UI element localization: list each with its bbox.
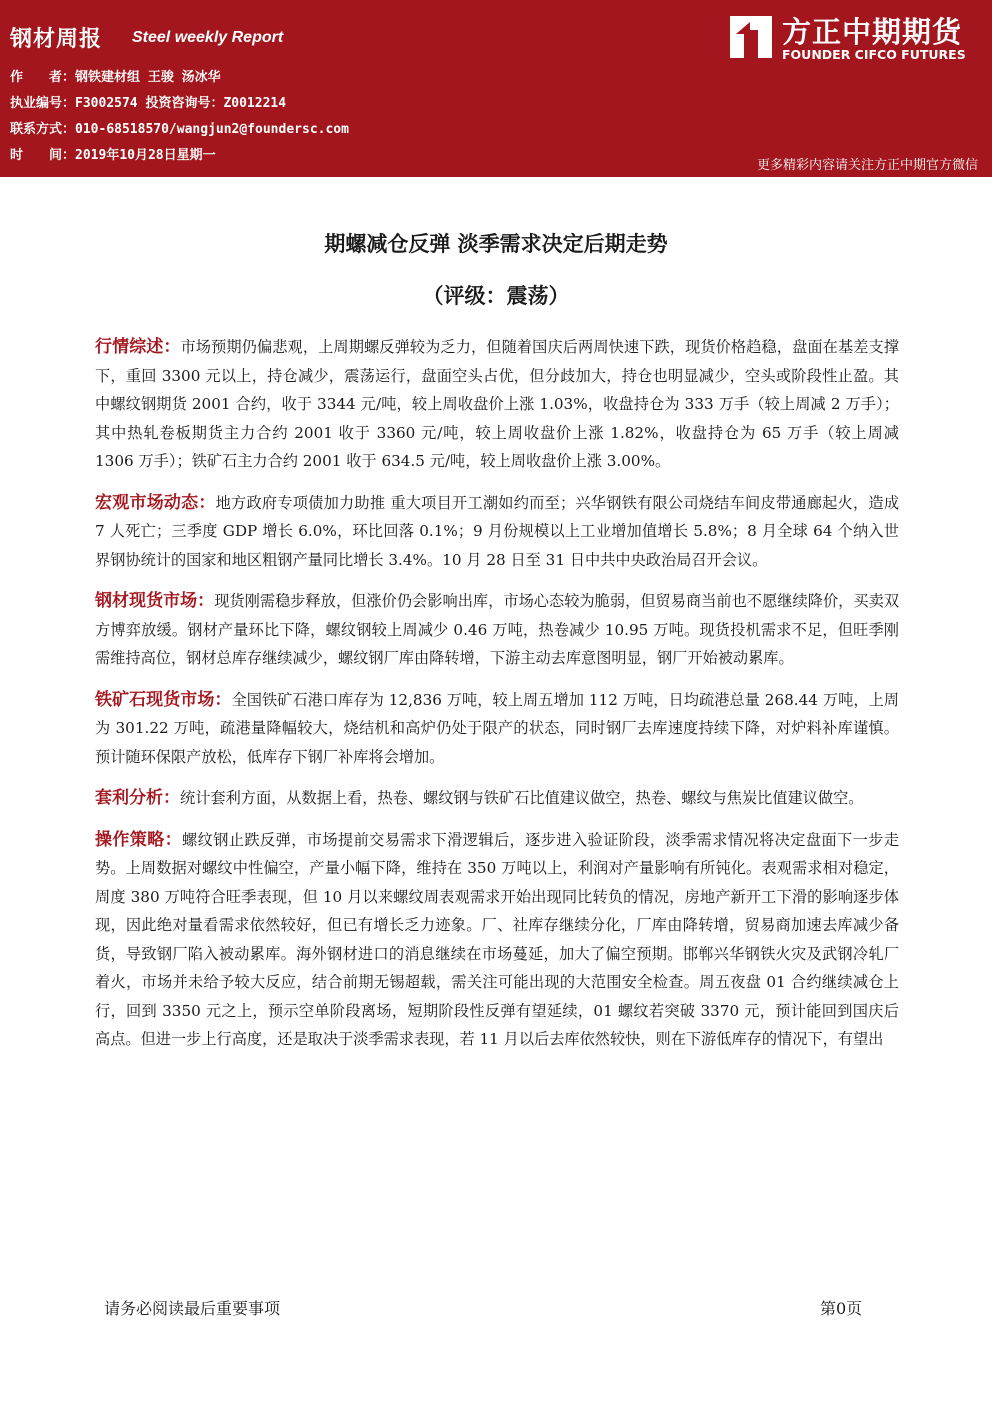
- time-line: [10, 144, 216, 163]
- author-line: [10, 66, 221, 85]
- section-text: 市场预期仍偏悲观，上周期螺反弹较为乏力，但随着国庆后两周快速下跌，现货价格趋稳，盘面在基差支撑下，重回 3300 元以上，持仓减少，震荡运行，盘面空头占优，但分歧加大，持仓也明显减少，空头或阶段性止盈。其中螺纹钢期货 2001 合约，收于 3344 元/吨，较上周收盘价上涨 1.03%，收盘持仓为 333 万手（较上周减 2 万手）；其中热轧卷板期货主力合约 2001 收于 3360 元/吨，较上周收盘价上涨 1.82%，收盘持仓为 65 万手（较上周减 1306 万手）；铁矿石主力合约 2001 收于 634.5 元/吨，较上周收盘价上涨 3.00%。: [95, 338, 900, 470]
- report-title: 期螺减仓反弹 淡季需求决定后期走势: [324, 232, 668, 256]
- report-name-cn: 钢材周报: [10, 27, 103, 52]
- section-label: 套利分析：: [95, 788, 180, 808]
- logo-text-en: FOUNDER CIFCO FUTURES: [782, 47, 966, 62]
- section-text: 现货刚需稳步释放，但涨价仍会影响出库，市场心态较为脆弱，但贸易商当前也不愿继续降价，买卖双方博弈放缓。钢材产量环比下降，螺纹钢较上周减少 0.46 万吨，热卷减少 10.95 万吨。现货投机需求不足，但旺季刚需维持高位，钢材总库存继续减少，螺纹钢厂库由降转增，下游主动去库意图明显，钢厂开始被动累库。: [95, 592, 900, 667]
- report-header: [0, 0, 992, 177]
- license-line: [10, 92, 286, 111]
- contact-label: 联系方式：: [10, 122, 76, 137]
- page-number: 第0页: [820, 1299, 863, 1318]
- section-steel-spot: [95, 587, 899, 673]
- contact-line: [10, 118, 349, 137]
- report-rating: （评级：震荡）: [422, 283, 570, 308]
- license-value: F3002574 投资咨询号：Z0012214: [75, 96, 287, 111]
- logo-text-cn: 方正中期期货: [782, 15, 963, 49]
- section-iron-ore-spot: [95, 686, 899, 772]
- section-text: 地方政府专项债加力助推 重大项目开工潮如约而至；兴华钢铁有限公司烧结车间皮带通廊起火，造成 7 人死亡；三季度 GDP 增长 6.0%，环比回落 0.1%；9 月份规模以上工业增加值增长 5.8%；8 月全球 64 个纳入世界钢协统计的国家和地区粗钢产量同比增长 3.4%。10 月 28 日至 31 日中共中央政治局召开会议。: [95, 493, 900, 569]
- section-macro: [95, 489, 899, 575]
- license-label: 执业编号：: [10, 96, 76, 111]
- time-value: 2019年10月28日星期一: [75, 148, 216, 163]
- author-value: 钢铁建材组 王骏 汤冰华: [75, 70, 221, 85]
- section-label: 操作策略：: [95, 829, 183, 850]
- wechat-note: 更多精彩内容请关注方正中期官方微信: [756, 158, 978, 173]
- section-strategy: [95, 826, 899, 1054]
- section-arbitrage: [95, 784, 899, 813]
- section-label: 行情综述：: [95, 337, 181, 357]
- section-text: 统计套利方面，从数据上看，热卷、螺纹钢与铁矿石比值建议做空，热卷、螺纹与焦炭比值建议做空。: [180, 789, 864, 807]
- time-label: 时 间：: [10, 148, 76, 163]
- report-body: [95, 333, 899, 1067]
- section-text: 全国铁矿石港口库存为 12,836 万吨，较上周五增加 112 万吨，日均疏港总量 268.44 万吨，上周为 301.22 万吨，疏港量降幅较大，烧结机和高炉仍处于限产的状态，同时钢厂去库速度持续下降，对炉料补库谨慎。预计随环保限产放松，低库存下钢厂补库将会增加。: [95, 690, 899, 766]
- report-name-en: Steel weekly Report: [132, 29, 284, 46]
- footer-notice: 请务必阅读最后重要事项: [104, 1299, 281, 1318]
- contact-value: 010-68518570/wangjun2@foundersc.com: [75, 122, 349, 137]
- section-market-summary: [95, 333, 899, 476]
- section-label: 宏观市场动态：: [95, 492, 216, 513]
- author-label: 作 者：: [10, 70, 76, 85]
- section-label: 铁矿石现货市场：: [95, 689, 232, 710]
- section-label: 钢材现货市场：: [95, 591, 215, 611]
- founder-logo-icon: [728, 14, 774, 60]
- section-text: 螺纹钢止跌反弹，市场提前交易需求下滑逻辑后，逐步进入验证阶段，淡季需求情况将决定盘面下一步走势。上周数据对螺纹中性偏空，产量小幅下降，维持在 350 万吨以上，利润对产量影响有所钝化。表观需求相对稳定，周度 380 万吨符合旺季表现，但 10 月以来螺纹周表观需求开始出现同比转负的情况，房地产新开工下滑的影响逐步体现，因此绝对量看需求依然较好，但已有增长乏力迹象。厂、社库存继续分化，厂库由降转增，贸易商加速去库减少备货，导致钢厂陷入被动累库。海外钢材进口的消息继续在市场蔓延，加大了偏空预期。邯郸兴华钢铁火灾及武钢冷轧厂着火，市场并未给予较大反应，结合前期无锡超载，需关注可能出现的大范围安全检查。周五夜盘 01 合约继续减仓上行，回到 3350 元之上，预示空单阶段离场，短期阶段性反弹有望延续，01 螺纹若突破 3370 元，预计能回到国庆后高点。但进一步上行高度，还是取决于淡季需求表现，若 11 月以后去库依然较快，则在下游低库存的情况下，有望出: [95, 830, 900, 1048]
